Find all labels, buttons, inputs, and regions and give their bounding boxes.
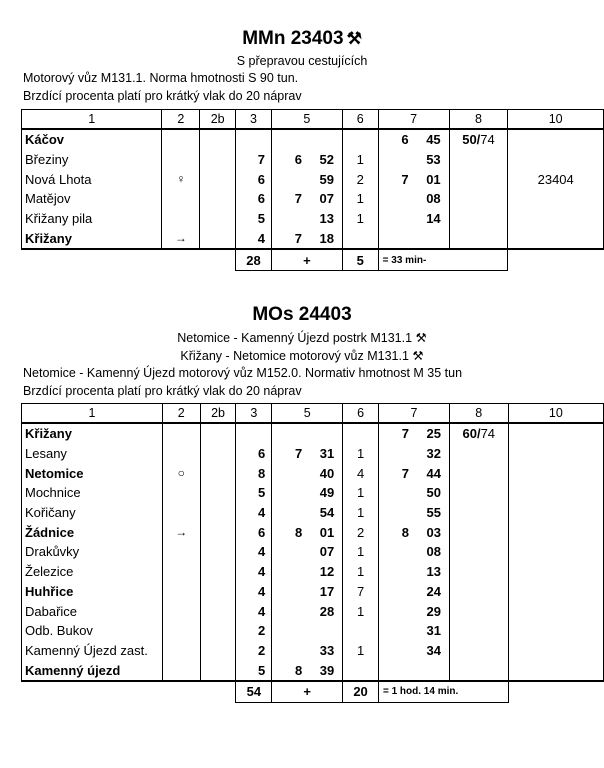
dwell-time: 1 — [342, 150, 378, 170]
departure-minute: 32 — [426, 446, 441, 462]
station-symbol: → — [162, 522, 200, 542]
departure-minute: 08 — [426, 544, 441, 560]
train1-note-1: Motorový vůz M131.1. Norma hmotnosti S 90 tun. — [23, 71, 299, 85]
connecting-train — [508, 641, 603, 661]
departure-time — [378, 423, 449, 444]
arrival-minute: 33 — [319, 642, 335, 658]
departure-hour: 7 — [401, 426, 409, 442]
station-name: Křižany pila — [22, 209, 162, 229]
station-symbol — [162, 483, 200, 503]
station-symbol — [162, 423, 200, 444]
running-time: 4 — [236, 582, 272, 602]
table-row — [22, 621, 604, 641]
departure-hour: 7 — [401, 171, 409, 187]
running-time: 8 — [236, 463, 272, 483]
table-row — [22, 660, 604, 681]
summary-blank — [162, 249, 200, 271]
station-symbol — [162, 209, 200, 229]
train1-title: MMn 23403 ⚒ — [242, 28, 362, 49]
dwell-time: 1 — [342, 189, 378, 209]
col-2b — [200, 169, 236, 189]
running-time: 4 — [236, 228, 272, 249]
running-time: 6 — [236, 169, 272, 189]
column-header: 8 — [449, 110, 508, 130]
table-row — [22, 444, 604, 464]
brake-percent — [449, 423, 508, 444]
departure-time — [378, 209, 449, 229]
arrival-hour: 7 — [294, 191, 302, 207]
departure-time — [378, 660, 449, 681]
arrival-time — [272, 503, 343, 523]
departure-minute: 29 — [426, 603, 441, 619]
table-row — [22, 189, 604, 209]
col-2b — [200, 522, 236, 542]
column-header: 1 — [22, 110, 162, 130]
brake-percent — [449, 129, 508, 150]
dwell-time — [343, 621, 379, 641]
connecting-train — [508, 189, 604, 209]
connecting-train — [508, 503, 603, 523]
column-header: 2 — [162, 110, 200, 130]
dwell-time: 1 — [343, 641, 379, 661]
table-row — [22, 582, 604, 602]
connecting-train — [508, 483, 603, 503]
running-time: 4 — [236, 503, 272, 523]
station-symbol: ♀ — [162, 169, 200, 189]
departure-minute: 53 — [426, 152, 441, 168]
col-2b — [200, 660, 236, 681]
table-row — [22, 503, 604, 523]
departure-time — [378, 503, 449, 523]
total-travel-time: = 1 hod. 14 min. — [378, 681, 508, 703]
table-row — [22, 483, 604, 503]
arrival-time — [272, 522, 343, 542]
departure-time — [378, 129, 449, 150]
column-header: 2b — [200, 404, 236, 424]
col-2b — [200, 601, 236, 621]
running-time: 6 — [236, 522, 272, 542]
table-row — [22, 129, 604, 150]
running-time: 5 — [236, 660, 272, 681]
arrival-time — [272, 444, 343, 464]
departure-minute: 50 — [426, 485, 441, 501]
departure-minute: 08 — [426, 191, 441, 207]
connecting-train — [508, 463, 603, 483]
arrival-minute: 52 — [319, 152, 334, 168]
departure-minute: 31 — [426, 623, 441, 639]
col-2b — [200, 444, 236, 464]
col-2b — [200, 189, 236, 209]
arrival-time — [271, 228, 342, 249]
table-row — [22, 641, 604, 661]
brake-percent — [449, 641, 508, 661]
arrival-time — [272, 621, 343, 641]
departure-hour: 8 — [401, 524, 409, 540]
table-row — [22, 463, 604, 483]
departure-time — [378, 562, 449, 582]
running-time — [236, 423, 272, 444]
dwell-time: 2 — [343, 522, 379, 542]
col-2b — [200, 542, 236, 562]
summary-plus: + — [271, 249, 342, 271]
brake-percent — [449, 660, 508, 681]
station-symbol — [162, 641, 200, 661]
station-symbol — [162, 444, 200, 464]
dwell-time: 7 — [343, 582, 379, 602]
dwell-time: 1 — [343, 503, 379, 523]
arrival-time — [271, 129, 342, 150]
station-name: Odb. Bukov — [22, 621, 163, 641]
station-name: Žádnice — [22, 522, 163, 542]
brake-percent — [449, 169, 508, 189]
dwell-time: 1 — [343, 444, 379, 464]
summary-blank — [508, 249, 604, 271]
summary-plus: + — [272, 681, 343, 703]
total-dwell-time: 20 — [343, 681, 379, 703]
col-2b — [200, 483, 236, 503]
brake-percent-actual: 74 — [480, 426, 496, 442]
dwell-time: 4 — [343, 463, 379, 483]
arrival-minute: 59 — [319, 171, 334, 187]
departure-time — [378, 582, 449, 602]
summary-blank — [200, 249, 236, 271]
brake-percent — [449, 150, 508, 170]
train1-note-2: Brzdící procenta platí pro krátký vlak do 20 náprav — [23, 89, 302, 103]
arrival-minute: 49 — [319, 485, 335, 501]
connecting-train — [508, 522, 603, 542]
dwell-time: 1 — [342, 209, 378, 229]
dwell-time: 2 — [342, 169, 378, 189]
total-dwell-time: 5 — [342, 249, 378, 271]
total-travel-time: = 33 min- — [378, 249, 508, 271]
col-2b — [200, 621, 236, 641]
departure-minute: 34 — [426, 642, 441, 658]
brake-percent — [449, 463, 508, 483]
table-row — [22, 562, 604, 582]
connecting-train — [508, 228, 604, 249]
departure-minute: 25 — [426, 426, 441, 442]
connecting-train — [508, 444, 603, 464]
station-name: Lesany — [22, 444, 163, 464]
arrival-minute: 18 — [319, 230, 334, 246]
departure-time — [378, 228, 449, 249]
col-2b — [200, 562, 236, 582]
arrival-minute: 31 — [319, 446, 335, 462]
table-row — [22, 601, 604, 621]
train2-title: MOs 24403 — [252, 304, 352, 325]
station-symbol — [162, 150, 200, 170]
col-2b — [200, 463, 236, 483]
crossed-hammers-icon: ⚒ — [412, 349, 424, 363]
brake-percent — [449, 444, 508, 464]
departure-minute: 24 — [426, 583, 441, 599]
arrival-time — [271, 150, 342, 170]
station-name: Železice — [22, 562, 163, 582]
table-row — [22, 150, 604, 170]
station-name: Nová Lhota — [22, 169, 162, 189]
departure-minute: 44 — [426, 465, 441, 481]
station-name: Netomice — [22, 463, 163, 483]
arrival-time — [272, 463, 343, 483]
departure-minute: 45 — [426, 132, 441, 148]
connecting-train — [508, 601, 603, 621]
dwell-time — [343, 660, 379, 681]
summary-blank — [200, 681, 236, 703]
connecting-train — [508, 660, 603, 681]
connecting-train — [508, 209, 604, 229]
column-header: 2b — [200, 110, 236, 130]
station-name: Křižany — [22, 228, 162, 249]
running-time: 4 — [236, 542, 272, 562]
departure-time — [378, 601, 449, 621]
dwell-time: 1 — [343, 542, 379, 562]
column-header: 1 — [22, 404, 163, 424]
column-header: 10 — [508, 404, 603, 424]
arrival-time — [272, 660, 343, 681]
arrival-hour: 7 — [294, 230, 302, 246]
brake-percent-required: 60/ — [462, 426, 481, 442]
column-header: 8 — [449, 404, 508, 424]
arrival-hour: 6 — [294, 152, 302, 168]
col-2b — [200, 503, 236, 523]
connecting-train — [508, 129, 604, 150]
summary-row — [22, 249, 604, 271]
table-row — [22, 228, 604, 249]
dwell-time: 1 — [343, 601, 379, 621]
station-symbol — [162, 621, 200, 641]
crossed-hammers-icon: ⚒ — [346, 29, 362, 48]
dwell-time — [342, 129, 378, 150]
station-symbol: ○ — [162, 463, 200, 483]
running-time: 5 — [236, 483, 272, 503]
train2-note-2: Brzdící procenta platí pro krátký vlak do 20 náprav — [23, 384, 302, 398]
dwell-time — [343, 423, 379, 444]
arrival-time — [271, 169, 342, 189]
summary-blank — [162, 681, 200, 703]
dwell-time: 1 — [343, 562, 379, 582]
station-name: Káčov — [22, 129, 162, 150]
departure-time — [378, 483, 449, 503]
table-row — [22, 209, 604, 229]
brake-percent — [449, 601, 508, 621]
running-time — [236, 129, 272, 150]
station-name: Dabařice — [22, 601, 163, 621]
col-2b — [200, 209, 236, 229]
brake-percent — [449, 582, 508, 602]
station-name: Kamenný újezd — [22, 660, 163, 681]
column-header: 5 — [271, 110, 342, 130]
station-symbol — [162, 601, 200, 621]
col-2b — [200, 423, 236, 444]
brake-percent — [449, 542, 508, 562]
running-time: 2 — [236, 641, 272, 661]
column-header: 7 — [378, 404, 449, 424]
arrival-hour: 7 — [295, 446, 303, 462]
station-symbol — [162, 129, 200, 150]
dwell-time — [342, 228, 378, 249]
arrival-minute: 13 — [319, 211, 334, 227]
arrival-hour: 8 — [295, 524, 303, 540]
brake-percent — [449, 562, 508, 582]
station-symbol — [162, 189, 200, 209]
station-symbol — [162, 660, 200, 681]
brake-percent — [449, 522, 508, 542]
connecting-train — [508, 562, 603, 582]
header-row — [22, 404, 604, 424]
connecting-train — [508, 150, 604, 170]
departure-time — [378, 542, 449, 562]
departure-minute: 14 — [426, 211, 441, 227]
station-symbol — [162, 582, 200, 602]
connecting-train — [508, 621, 603, 641]
col-2b — [200, 129, 236, 150]
arrival-minute: 01 — [319, 524, 335, 540]
station-symbol — [162, 503, 200, 523]
departure-minute: 13 — [426, 564, 441, 580]
total-running-time: 28 — [236, 249, 272, 271]
arrival-time — [272, 423, 343, 444]
connecting-train — [508, 423, 603, 444]
station-name: Kamenný Újezd zast. — [22, 641, 163, 661]
train1-subtitle: S přepravou cestujících — [236, 54, 368, 68]
station-name: Drakůvky — [22, 542, 163, 562]
arrival-time — [272, 641, 343, 661]
station-name: Křižany — [22, 423, 163, 444]
station-name: Huhřice — [22, 582, 163, 602]
connecting-train — [508, 542, 603, 562]
station-name: Březiny — [22, 150, 162, 170]
station-name: Kořičany — [22, 503, 163, 523]
departure-minute: 55 — [426, 505, 441, 521]
departure-hour: 7 — [401, 465, 409, 481]
column-header: 10 — [508, 110, 604, 130]
arrival-time — [272, 582, 343, 602]
column-header: 7 — [378, 110, 449, 130]
departure-time — [378, 189, 449, 209]
running-time: 7 — [236, 150, 272, 170]
station-symbol: → — [162, 228, 200, 249]
arrival-minute: 54 — [319, 505, 335, 521]
total-running-time: 54 — [236, 681, 272, 703]
col-2b — [200, 641, 236, 661]
running-time: 5 — [236, 209, 272, 229]
column-header: 2 — [162, 404, 200, 424]
departure-time — [378, 463, 449, 483]
arrival-minute: 07 — [319, 191, 334, 207]
departure-time — [378, 150, 449, 170]
summary-blank — [22, 681, 163, 703]
train1-timetable — [21, 109, 604, 271]
table-row — [22, 542, 604, 562]
table-row — [22, 522, 604, 542]
brake-percent — [449, 228, 508, 249]
col-2b — [200, 582, 236, 602]
table-row — [22, 423, 604, 444]
departure-time — [378, 621, 449, 641]
brake-percent — [449, 209, 508, 229]
arrival-minute: 40 — [319, 465, 335, 481]
departure-time — [378, 641, 449, 661]
column-header: 3 — [236, 110, 272, 130]
departure-time — [378, 522, 449, 542]
arrival-time — [271, 209, 342, 229]
connecting-train — [508, 582, 603, 602]
dwell-time: 1 — [343, 483, 379, 503]
running-time: 4 — [236, 601, 272, 621]
running-time: 6 — [236, 189, 272, 209]
connecting-train: 23404 — [508, 169, 604, 189]
arrival-minute: 12 — [319, 564, 335, 580]
arrival-time — [272, 601, 343, 621]
col-2b — [200, 150, 236, 170]
running-time: 6 — [236, 444, 272, 464]
departure-time — [378, 444, 449, 464]
column-header: 6 — [343, 404, 379, 424]
departure-minute: 01 — [426, 171, 441, 187]
brake-percent — [449, 189, 508, 209]
arrival-time — [272, 483, 343, 503]
arrival-time — [272, 542, 343, 562]
running-time: 4 — [236, 562, 272, 582]
departure-minute: 03 — [426, 524, 441, 540]
departure-time — [378, 169, 449, 189]
summary-blank — [22, 249, 162, 271]
brake-percent — [449, 483, 508, 503]
station-name: Matějov — [22, 189, 162, 209]
table-row — [22, 169, 604, 189]
station-name: Mochnice — [22, 483, 163, 503]
brake-percent-required: 50/ — [462, 132, 481, 148]
train2-subtitle-1: Netomice - Kamenný Újezd postrk M131.1 ⚒ — [177, 331, 427, 345]
summary-blank — [508, 681, 603, 703]
brake-percent — [449, 503, 508, 523]
train2-subtitle-2: Křižany - Netomice motorový vůz M131.1 ⚒ — [180, 349, 424, 363]
col-2b — [200, 228, 236, 249]
arrival-minute: 39 — [319, 662, 335, 678]
arrival-time — [271, 189, 342, 209]
departure-hour: 6 — [401, 132, 409, 148]
arrival-minute: 28 — [319, 603, 335, 619]
train2-note-1: Netomice - Kamenný Újezd motorový vůz M152.0. Normativ hmotnost M 35 tun — [23, 366, 463, 380]
arrival-minute: 07 — [319, 544, 335, 560]
brake-percent-actual: 74 — [480, 132, 495, 148]
header-row — [22, 110, 604, 130]
arrival-minute: 17 — [319, 583, 335, 599]
crossed-hammers-icon: ⚒ — [415, 331, 427, 345]
station-symbol — [162, 562, 200, 582]
train2-timetable — [21, 403, 604, 703]
column-header: 3 — [236, 404, 272, 424]
running-time: 2 — [236, 621, 272, 641]
column-header: 5 — [272, 404, 343, 424]
brake-percent — [449, 621, 508, 641]
arrival-hour: 8 — [295, 662, 303, 678]
column-header: 6 — [342, 110, 378, 130]
station-symbol — [162, 542, 200, 562]
summary-row — [22, 681, 604, 703]
arrival-time — [272, 562, 343, 582]
